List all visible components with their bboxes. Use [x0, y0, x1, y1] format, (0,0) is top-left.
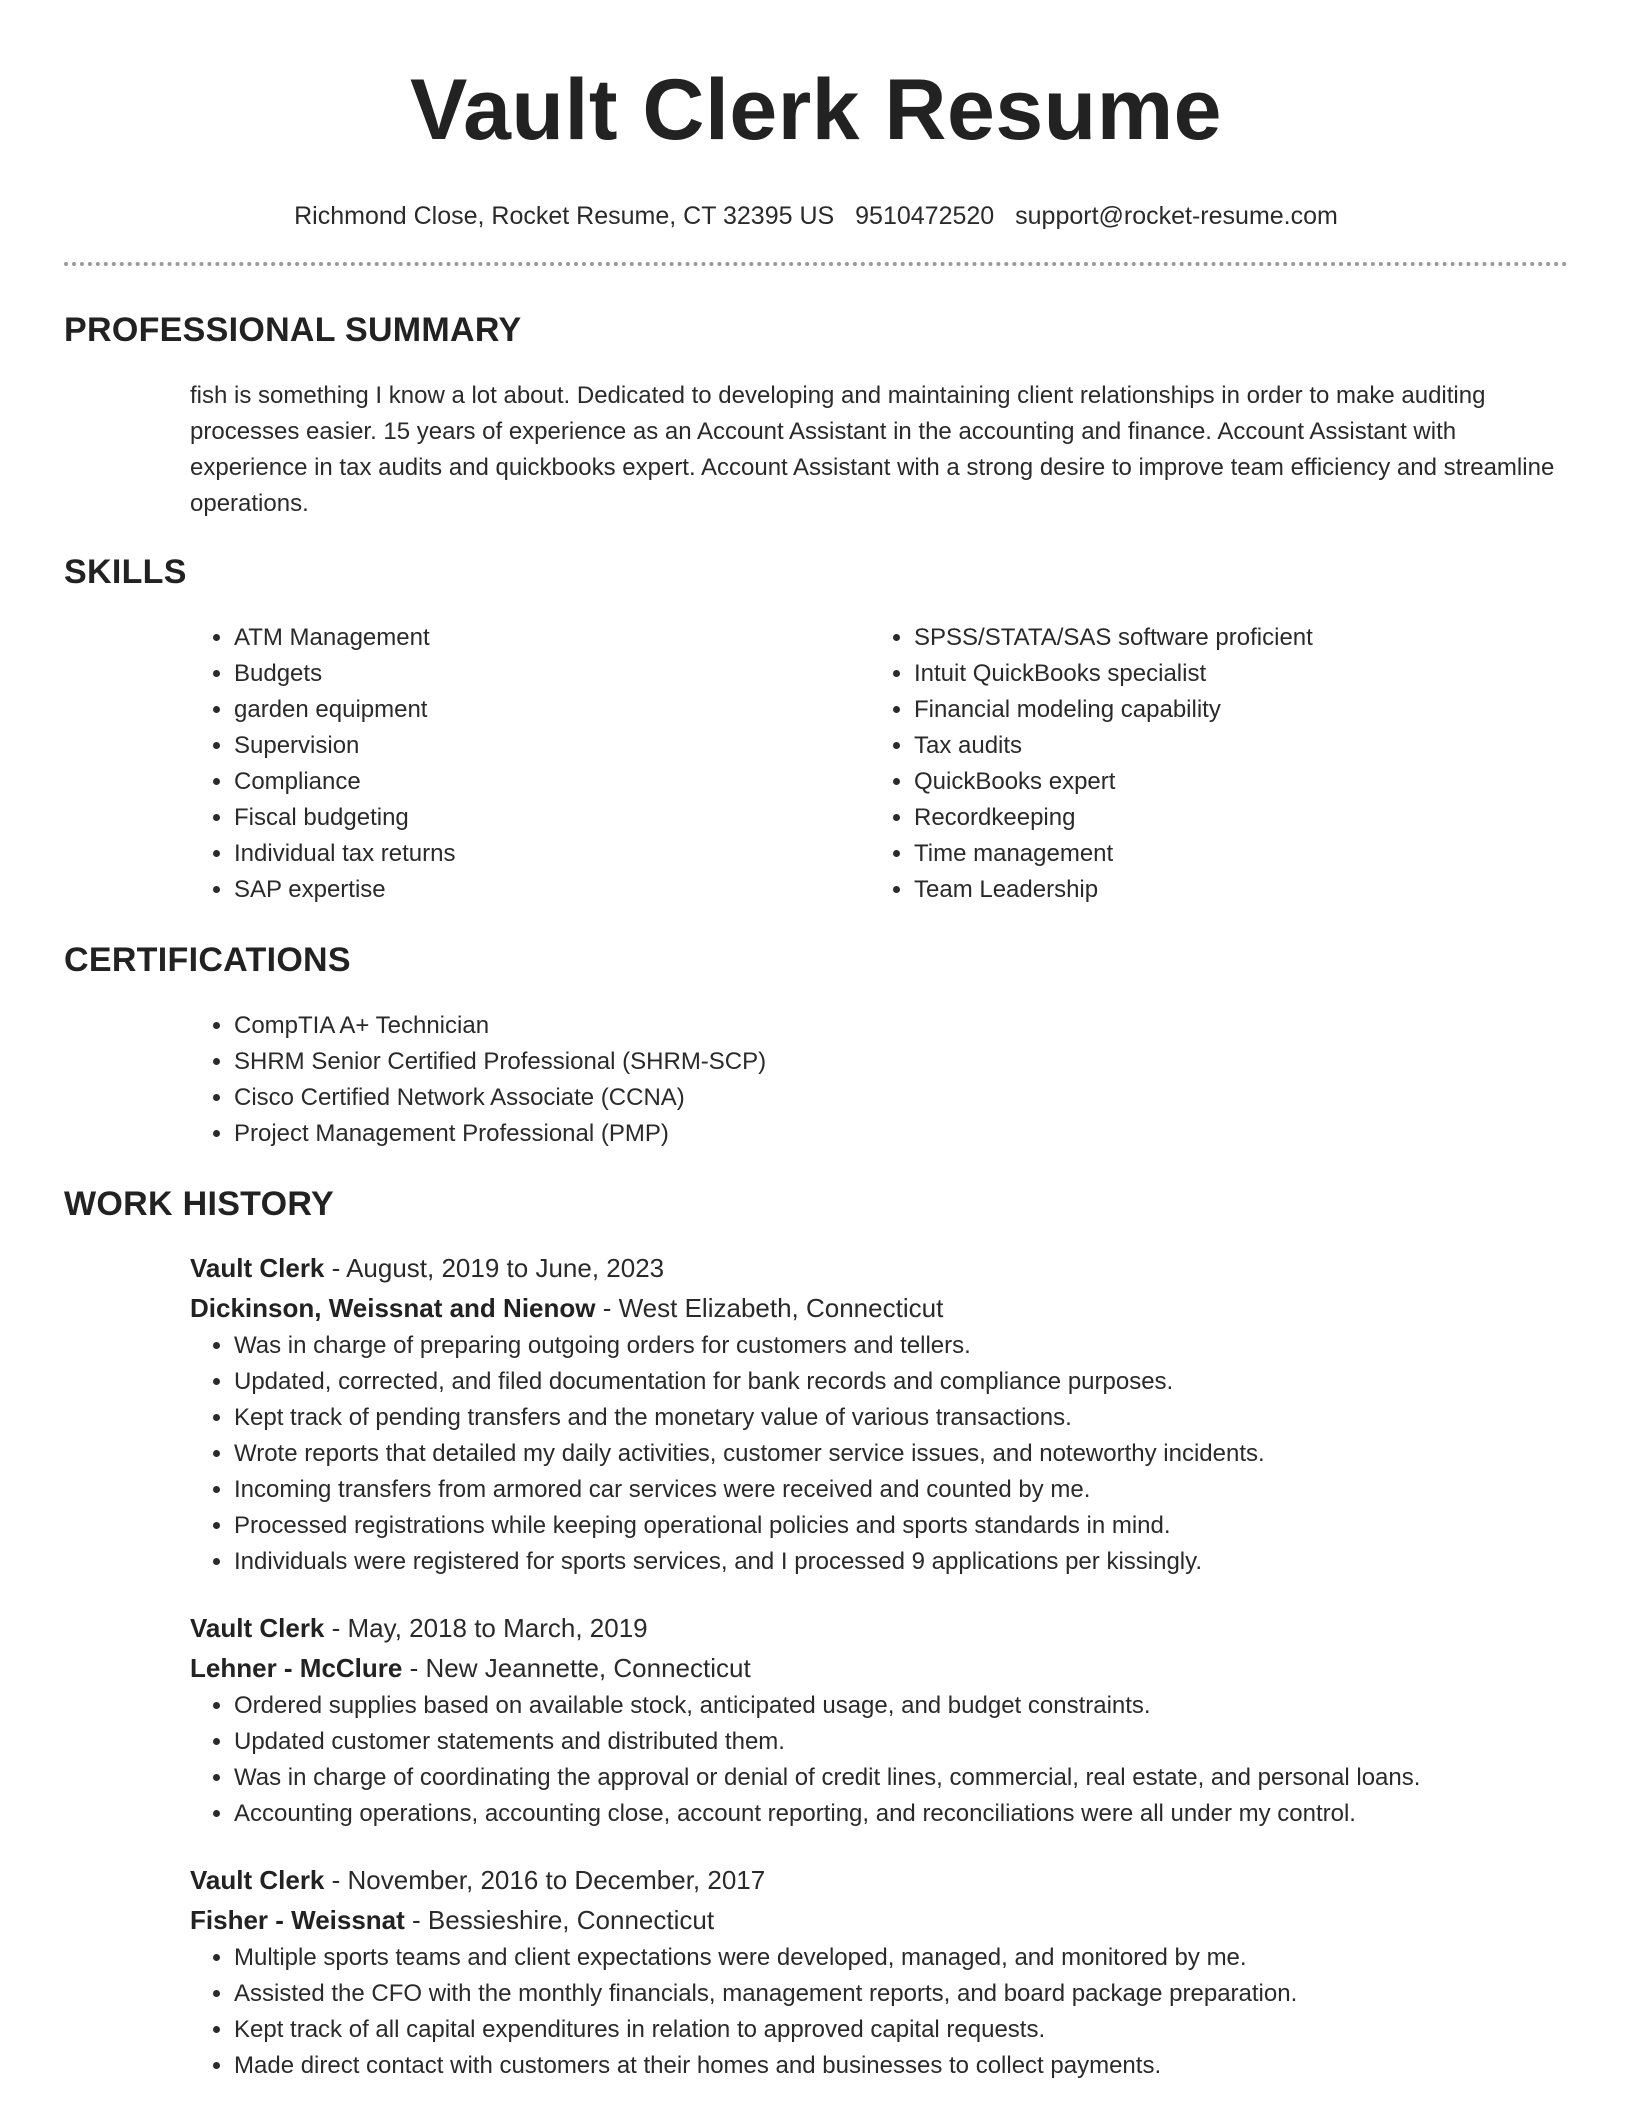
- job-role: Vault Clerk: [190, 1613, 325, 1643]
- skill-item: • QuickBooks expert: [914, 764, 1550, 800]
- skill-item: • SAP expertise: [234, 872, 870, 908]
- job-entry: [190, 1860, 1568, 2084]
- skill-item: • Financial modeling capability: [914, 692, 1550, 728]
- skills-columns: [190, 620, 1568, 908]
- job-location: - Bessieshire, Connecticut: [404, 1905, 715, 1935]
- job-duties: [190, 1328, 1568, 1580]
- job-duty-item: • Was in charge of coordinating the approval or denial of credit lines, commercial, real estate, and personal loans.: [234, 1760, 1568, 1796]
- job-duty-item: • Multiple sports teams and client expectations were developed, managed, and monitored by me.: [234, 1940, 1568, 1976]
- skill-item: • garden equipment: [234, 692, 870, 728]
- certifications-bullets: [190, 1008, 1568, 1152]
- job-location: - West Elizabeth, Connecticut: [595, 1293, 944, 1323]
- skills-heading: SKILLS: [64, 553, 187, 591]
- skills-column-left: [190, 620, 870, 908]
- job-duty-item: • Kept track of pending transfers and the monetary value of various transactions.: [234, 1400, 1568, 1436]
- job-title-line: [190, 1248, 1568, 1288]
- skill-item: • Budgets: [234, 656, 870, 692]
- certification-item: • Cisco Certified Network Associate (CCNA): [234, 1080, 1568, 1116]
- job-duty-item: • Updated customer statements and distributed them.: [234, 1724, 1568, 1760]
- job-location: - New Jeannette, Connecticut: [402, 1653, 751, 1683]
- skill-item: • Intuit QuickBooks specialist: [914, 656, 1550, 692]
- job-company: Lehner - McClure: [190, 1653, 403, 1683]
- job-company: Dickinson, Weissnat and Nienow: [190, 1293, 596, 1323]
- job-company: Fisher - Weissnat: [190, 1905, 405, 1935]
- job-duty-item: • Wrote reports that detailed my daily activities, customer service issues, and noteworthy incidents.: [234, 1436, 1568, 1472]
- resume-page: [64, 0, 1568, 2084]
- contact-address: Richmond Close, Rocket Resume, CT 32395 US: [294, 202, 835, 230]
- contact-line: [64, 200, 1568, 232]
- skill-item: • Supervision: [234, 728, 870, 764]
- job-title-line: [190, 1608, 1568, 1648]
- job-duty-item: • Made direct contact with customers at their homes and businesses to collect payments.: [234, 2048, 1568, 2084]
- job-duty-item: • Updated, corrected, and filed documentation for bank records and compliance purposes.: [234, 1364, 1568, 1400]
- skill-item: • SPSS/STATA/SAS software proficient: [914, 620, 1550, 656]
- skill-item: • Team Leadership: [914, 872, 1550, 908]
- skill-item: • Fiscal budgeting: [234, 800, 870, 836]
- header-divider: [64, 262, 1568, 266]
- skill-item: • Recordkeeping: [914, 800, 1550, 836]
- skill-item: • Time management: [914, 836, 1550, 872]
- skill-item: • Compliance: [234, 764, 870, 800]
- job-duty-item: • Was in charge of preparing outgoing orders for customers and tellers.: [234, 1328, 1568, 1364]
- certification-item: • CompTIA A+ Technician: [234, 1008, 1568, 1044]
- certification-item: • Project Management Professional (PMP): [234, 1116, 1568, 1152]
- job-title-line: [190, 1860, 1568, 1900]
- job-duties: [190, 1688, 1568, 1832]
- certification-item: • SHRM Senior Certified Professional (SHRM-SCP): [234, 1044, 1568, 1080]
- job-company-line: [190, 1288, 1568, 1328]
- skills-list-left: [190, 620, 870, 908]
- skill-item: • Tax audits: [914, 728, 1550, 764]
- summary-text: fish is something I know a lot about. Dedicated to developing and maintaining client relationships in order to make auditing processes easier. 15 years of experience as an Account Assistant in the accounting and finance. Account Assistant with experience in tax audits and quickbooks expert. Account Assistant with a strong desire to improve team efficiency and streamline operations.: [190, 382, 1555, 517]
- job-duties: [190, 1940, 1568, 2084]
- job-duty-item: • Ordered supplies based on available stock, anticipated usage, and budget constraints.: [234, 1688, 1568, 1724]
- skills-column-right: [870, 620, 1550, 908]
- skills-list-right: [870, 620, 1550, 908]
- job-duty-item: • Assisted the CFO with the monthly financials, management reports, and board package preparation.: [234, 1976, 1568, 2012]
- certifications-list: [190, 1008, 1568, 1152]
- contact-email: support@rocket-resume.com: [1015, 202, 1338, 230]
- job-duty-item: • Kept track of all capital expenditures in relation to approved capital requests.: [234, 2012, 1568, 2048]
- job-company-line: [190, 1900, 1568, 1940]
- work-history-heading: WORK HISTORY: [64, 1185, 334, 1223]
- job-duty-item: • Processed registrations while keeping operational policies and sports standards in mind.: [234, 1508, 1568, 1544]
- job-dates: - May, 2018 to March, 2019: [324, 1613, 648, 1643]
- job-duty-item: • Individuals were registered for sports services, and I processed 9 applications per kissingly.: [234, 1544, 1568, 1580]
- job-role: Vault Clerk: [190, 1865, 325, 1895]
- job-company-line: [190, 1648, 1568, 1688]
- page-title: Vault Clerk Resume: [409, 62, 1223, 158]
- certifications-heading: CERTIFICATIONS: [64, 941, 351, 979]
- skill-item: • Individual tax returns: [234, 836, 870, 872]
- job-entry: [190, 1248, 1568, 1580]
- job-entry: [190, 1608, 1568, 1832]
- job-duty-item: • Incoming transfers from armored car services were received and counted by me.: [234, 1472, 1568, 1508]
- job-dates: - August, 2019 to June, 2023: [324, 1253, 665, 1283]
- job-duty-item: • Accounting operations, accounting close, account reporting, and reconciliations were all under my control.: [234, 1796, 1568, 1832]
- contact-phone: 9510472520: [855, 202, 995, 230]
- job-dates: - November, 2016 to December, 2017: [324, 1865, 766, 1895]
- skill-item: • ATM Management: [234, 620, 870, 656]
- summary-heading: PROFESSIONAL SUMMARY: [64, 311, 522, 349]
- job-role: Vault Clerk: [190, 1253, 325, 1283]
